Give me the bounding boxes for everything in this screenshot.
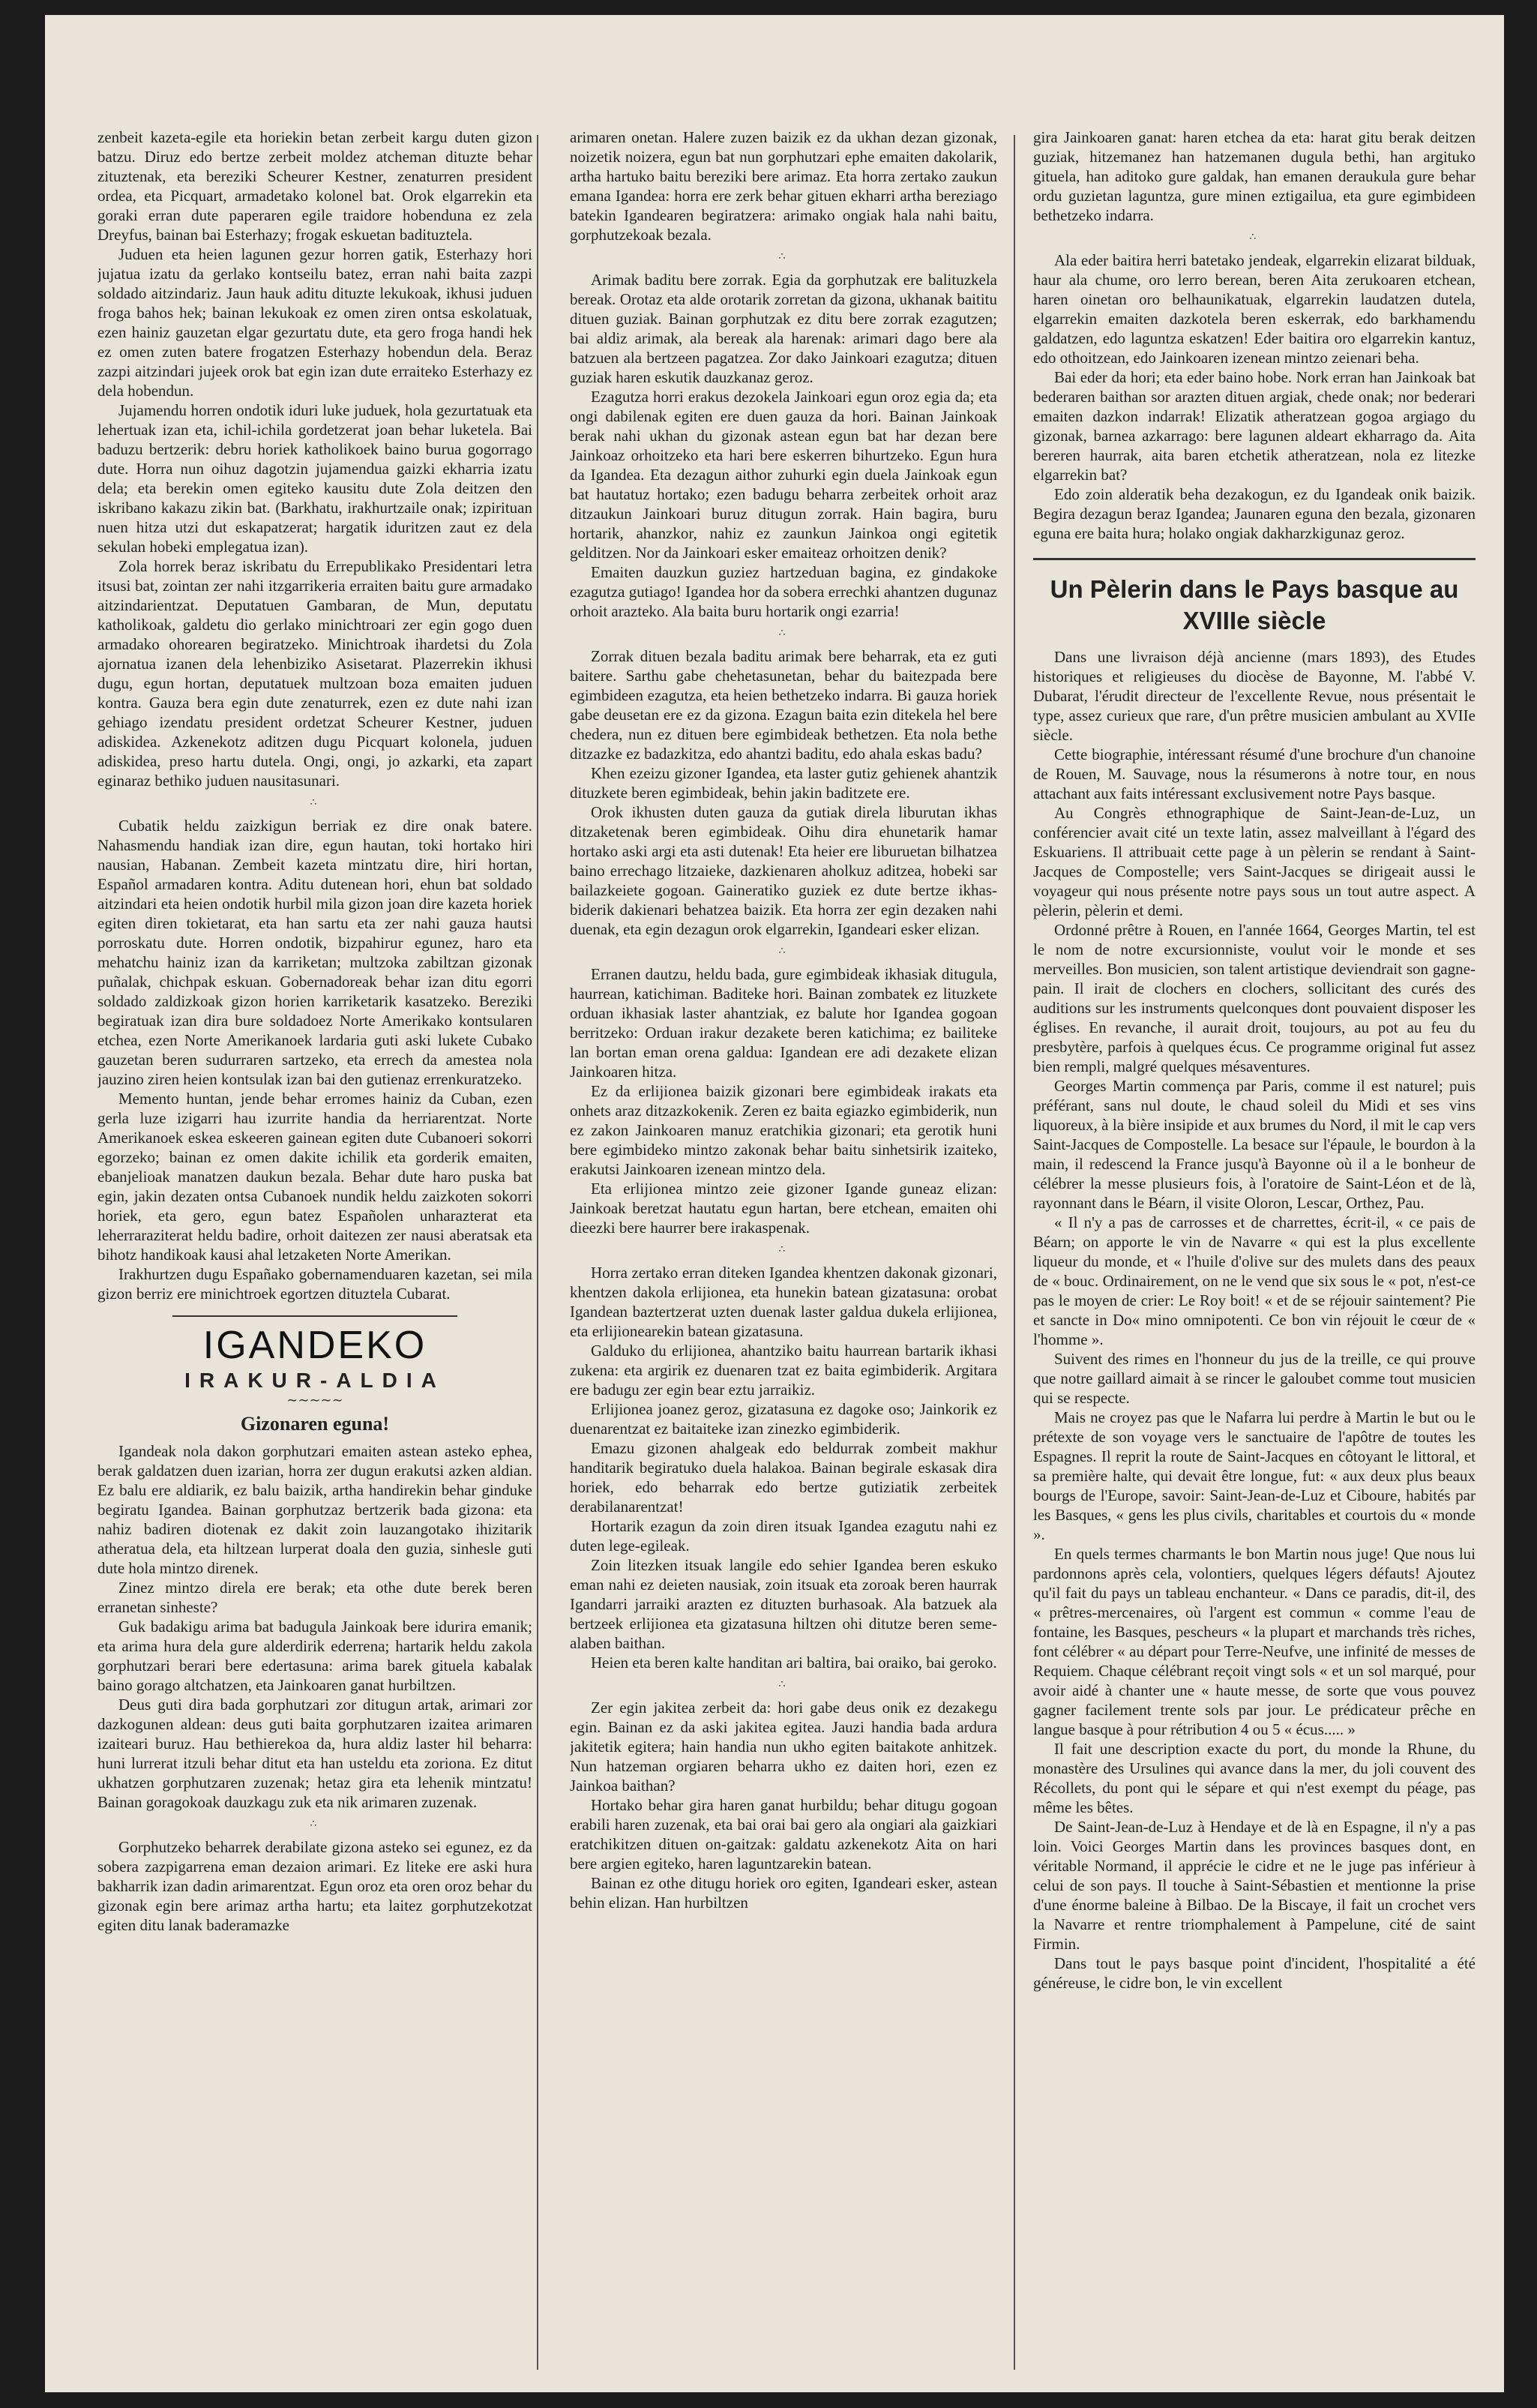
paragraph: Zer egin jakitea zerbeit da: hori gabe deus onik ez dezakegu egin. Bainan ez da aski jakitea egitea. Jauzi handia bada ardura jakitetik egitera; hain handia nun ukho egiten baitakote anhitzek. Nun hatzeman orgiaren beharra ukho ez daiten hori, ezen ez Jainkoa baithan?: [570, 1699, 997, 1795]
paragraph: Guk badakigu arima bat badugula Jainkoak bere idurira emanik; eta arima hura dela gure alderdirik ederrena; hartarik heldu zakola gorphutzari berari bere edertasuna: arima barek gituela kabalak baino gorago altchatzen, eta Jainkoaren ganat hurbiltzen.: [97, 1618, 532, 1694]
separator-asterisms: ∴: [778, 1679, 789, 1690]
paragraph: Zola horrek beraz iskribatu du Errepublikako Presidentari letra itsusi bat, zointan zer nahi itzgarrikeria erraiten baitu gure armadako aitzindarientzat. Deputatuen Gambaran, de Mun, deputatu katholikoak, galdetu dio gerlako minichtroari zer egin gogo duen armadako ohorearen begiratzeko. Minichtroak ihardetsi du Zola ajornatua izanen dela lehenbiziko Asisetarat. Plazerrekin ikhusi dugu, egun hortan, deputatuek multzoan boza emaiten juduen kontra. Gauza bera egin dute zenaturrek, ezen ez dute nahi izan gehiago izendatu president ordetzat Scheurer Kestner, juduen adiskidea. Azkenekotz aditzen dugu Picquart kolonela, juduen adiskidea, preso hartu dutela. Ongi, ongi, jo azkarki, eta zapart eginaraz bethiko juduen nausitasunari.: [97, 557, 532, 790]
paragraph: Horra zertako erran diteken Igandea khentzen dakonak gizonari, khentzen dakola erlijionea, eta hunekin batean gizatasuna: orobat Igandean baztertzerat uzten duenak laster galdua dukela erlijionea, eta erlijionearekin batean gizatasuna.: [570, 1264, 997, 1340]
paragraph: Zorrak dituen bezala baditu arimak bere beharrak, eta ez guti baitere. Sarthu gabe chehetasunetan, behar du baitezpada bere egimbideen ezagutza, eta heien bethetzeko indarra. Bi gauza horiek gabe deusetan ere ez da gizona. Ezagun baita ezin ditekela hel bere chedera, nun ez dituen bere egimbideak bethetzen. Eta nola bethe ditzazke ez badazkitza, edo ahantzi baditu, edo ahala eskas badu?: [570, 647, 997, 763]
paragraph: Gorphutzeko beharrek derabilate gizona asteko sei egunez, ez da sobera zazpigarrena eman dezaion arimari. Ez liteke ere aski hura bakharrik izan dadin arimarentzat. Egun oroz eta oren oroz behar du gizonak egin bere arimaz artha hartu; eta laitez gorphutzekotzat egiten ditu lanak baderamazke: [97, 1838, 532, 1934]
column-rule: [537, 135, 538, 2370]
paragraph: Khen ezeizu gizoner Igandea, eta laster gutiz gehienek ahantzik dituzkete beren egimbideak, behin jakin baditzete ere.: [570, 764, 997, 802]
paragraph: Dans une livraison déjà ancienne (mars 1893), des Etudes historiques et religieuses du diocèse de Bayonne, M. l'abbé V. Dubarat, l'érudit directeur de l'excellente Revue, nous présentait le type, assez curieux que rare, d'un prêtre musicien ambulant au XVIIe siècle.: [1033, 648, 1476, 744]
paragraph: Zoin litezken itsuak langile edo sehier Igandea beren eskuko eman nahi ez deieten nausiak, zoin itsuak eta zoroak beren haurrak Igandarri jarraiki arazten ez dituzten burhasoak. Ala batzuek ala bertzeek erlijionea eta gizatasuna hiltzen ohi ditutze beren seme-alaben baithan.: [570, 1556, 997, 1652]
paragraph: Edo zoin alderatik beha dezakogun, ez du Igandeak onik baizik. Begira dezagun beraz Igandea; Jaunaren eguna den bezala, gizonaren eguna ere baita hura; holako ongiak dakharzkigunaz geroz.: [1033, 485, 1476, 542]
column-1: [97, 127, 532, 2370]
paragraph: Ala eder baitira herri batetako jendeak, elgarrekin elizarat bilduak, haur ala chume, oro lerro berean, beren Aita zerukoaren etchean, haren oinetan oro belhaunikatuak, elgarrekin laudatzen dutela, elgarrekin emaiten dazkotela beren eskerrak, edo barkhamendu galdatzen, edo laguntza eskatzen! Eder baitira oro elgarrekin kantuz, edo othoitzean, edo Jainkoaren izenean mintzo zeienari beha.: [1033, 251, 1476, 367]
paragraph: Deus guti dira bada gorphutzari zor ditugun artak, arimari zor dazkogunen aldean: deus guti baita gorphutzaren izaitea arimaren izaiteari buruz. Hau bethierekoa da, hura aldiz laster hil beharra: huni lurrerat itzuli behar ditut eta han usteldu eta zoriona. Ez ditut ukhatzen gorphutzaren zuzenak; hetaz gira eta lehenik mintzatu! Bainan goragokoak dauzkagu zuk eta nik arimaren zuzenak.: [97, 1696, 532, 1811]
section-masthead: [97, 1315, 532, 1437]
paragraph: Zinez mintzo direla ere berak; eta othe dute berek beren erranetan sinheste?: [97, 1579, 532, 1616]
paragraph: Mais ne croyez pas que le Nafarra lui perdre à Martin le but ou le prétexte de son voyage vers le sanctuaire de l'apôtre de toutes les Espagnes. Il reprit la route de Saint-Jacques en côtoyant le littoral, et sa première halte, qui devait être longue, fut: « aux deux plus beaux bourgs de l'Europe, savoir: Saint-Jean-de-Luz et Ciboure, habités par les Basques, « gens les plus civils, charitables et courtois du « monde ».: [1033, 1408, 1476, 1543]
masthead-title: IGANDEKO: [202, 1324, 427, 1367]
ornament-icon: ∼∼∼∼∼: [286, 1393, 343, 1408]
paragraph: Dans tout le pays basque point d'incident, l'hospitalité a été généreuse, le cidre bon, le vin excellent: [1033, 1954, 1476, 1992]
paragraph: Suivent des rimes en l'honneur du jus de la treille, ce qui prouve que notre gaillard aimait à se rincer le galoubet comme tout musicien qui se respecte.: [1033, 1350, 1476, 1407]
paragraph: Memento huntan, jende behar erromes hainiz da Cuban, ezen gerla luze izigarri hau izurrite handia da herriarentzat. Norte Amerikanoek eskea eskeeren gainean egiten dute Cubanoeri sokorri egorzeko; bainan ez omen dakite ichilik eta gorderik emaiten, ebanjelioak manatzen daukun bezala. Behar dute haro puska bat egin, jakin dezaten ontsa Cubanoek nundik heldu zaizkoten sokorri horiek, eta gero, egun batez Españolen unharazterat eta leherraraziterat heldu badire, orhoit daitezen zer nausi aberatsak eta bihotz handikoak kausi ahal letzaketen Norte Amerikan.: [97, 1090, 532, 1264]
paragraph: zenbeit kazeta-egile eta horiekin betan zerbeit kargu duten gizon batzu. Diruz edo bertze zerbeit moldez atcheman dituzte behar zituztenak, eta bereziki Scheurer Kestner, zenaturren president ordea, eta Picquart, armadetako kolonel bat. Orok elgarrekin eta goraki erran dute paperaren egile traidore hobenduna ez zela Dreyfus, bainan bai Esterhazy; frogak eskuetan badituztela.: [97, 128, 532, 244]
paragraph: Bai eder da hori; eta eder baino hobe. Nork erran han Jainkoak bat bederaren baithan sor arazten dituen argiak, chede onak; nor bederari emaiten dazkon indarrak! Elizatik atheratzean gogoa argiago du gizonak, barnea azkarrago: bere lagunen aldeart ekharrago da. Aita bereren haurrak, aita baren etchetik atheratzean, nola ez litezke elgarrekin bat?: [1033, 368, 1476, 484]
paragraph: Orok ikhusten duten gauza da gutiak direla liburutan ikhas ditzaketenak beren egimbideak. Oihu dira ehunetarik hamar hortako aski argi eta asti dutenak! Eta heier ere liburuetan bilhatzea baino errechago litzaieke, dazkienaren aholkuz aditzea, hobeki sar bailazkeiete gogoan. Gaineratiko guziek ez dute bertze ikhas-biderik dakienari behatzea baizik. Eta horra zer egin dezaken nahi duenak, eta egin dezagun orok elgarrekin, Igandeari esker elizan.: [570, 803, 997, 938]
paragraph: Juduen eta heien lagunen gezur horren gatik, Esterhazy hori jujatua izatu da gerlako kontseilu batez, erran nahi baita zazpi soldado aitzindariz. Jaun hauk aditu dituzte lekukoak, ikhusi juduen froga bahos hek; bainan lekukoak ez omen ziren ontsa eskolatuak, ezen hainiz gauzetan elgar gezurtatu dute, eta gero froga handi hek ez omen zuten batere frogatzen Esterhazy hobendun dela. Beraz zazpi aitzindari jujeek orok bat egin izan dute erraiteko Esterhazy ez dela hobendun.: [97, 245, 532, 400]
column-rule: [1014, 135, 1015, 2370]
separator-asterisms: ∴: [778, 251, 789, 262]
paragraph: En quels termes charmants le bon Martin nous juge! Que nous lui pardonnons après cela, volontiers, quelques légers défauts! Ajoutez qu'il fait du pays un tableau enchanteur. « Dans ce paradis, dit-il, des « prêtres-mercenaires, où l'argent est commun « comme l'eau de fontaine, les Basques, pescheurs « la plupart et marchands très riches, font célébrer « au départ pour Terre-Neufve, une infinité de messes de Requiem. Chaque célébrant reçoit vingt sols « et un sol marqué, pour avoir aidé à chanter une « haute messe, de sorte que vous pouvez gagner facilement trente sols par jour. Le prédicateur prêche en langue basque à pour rétribution 4 ou 5 « écus..... »: [1033, 1545, 1476, 1738]
separator-asterisms: ∴: [310, 797, 320, 808]
paragraph: Arimak baditu bere zorrak. Egia da gorphutzak ere balituzkela bereak. Orotaz eta alde orotarik zorretan da gizona, ukhanak baititu dituen guziak. Bainan gorphutzak ez ditu bere zorrak ezagutzen; bai aldiz arimak, ala bereak ala harenak: arimari dago bere ala batzuen ala bertzeen pagatzea. Zor dako Jainkoari ezagutza; dituen guziak haren eskutik dauzkanaz geroz.: [570, 271, 997, 386]
paragraph: Heien eta beren kalte handitan ari baltira, bai oraiko, bai geroko.: [591, 1654, 997, 1672]
paragraph: Igandeak nola dakon gorphutzari emaiten astean asteko ephea, berak galdatzen duen izarian, horra zer dugun erakutsi azken aldian. Ez balu ere aldiarik, ez balu baizik, artha handirekin behar ginduke begiratu Igandea. Bainan gorphutzaz bertzerik bada gizona: eta nahiz badiren diotenak ez dakit zoin lauzangotako ihizitarik atheratua dela, eta hiltzean lurperat doala den guzia, sinhesle guti dute hola mintzo direnek.: [97, 1442, 532, 1577]
separator-asterisms: ∴: [778, 628, 789, 639]
masthead-subtitle: IRAKUR-ALDIA: [184, 1369, 445, 1392]
paragraph: Emazu gizonen ahalgeak edo beldurrak zombeit makhur handitarik begiratuko duela halakoa. Bainan begirale eskasak dira horiek, edo beharrak edo bertze gutiziatik zerbeitek derabilanarentzat!: [570, 1439, 997, 1516]
paragraph: Erlijionea joanez geroz, gizatasuna ez dagoke oso; Jainkorik ez duenarentzat ez baitaiteke izan zinezko egimbiderik.: [570, 1400, 997, 1438]
paragraph: Bainan ez othe ditugu horiek oro egiten, Igandeari esker, astean behin elizan. Han hurbiltzen: [570, 1874, 997, 1912]
paragraph: Eta erlijionea mintzo zeie gizoner Igande guneaz elizan: Jainkoak beretzat hautatu egun hartan, bere etchean, emaiten ohi dieezki bere haurrer bere irakaspenak.: [570, 1180, 997, 1237]
paragraph: De Saint-Jean-de-Luz à Hendaye et de là en Espagne, il n'y a pas loin. Voici Georges Martin dans les provinces basques dont, en véritable Normand, il apprécie le cidre et ne le juge pas inférieur à celui de son pays. Il touche à Saint-Sébastien et mentionne la prise d'une énorme baleine à Bilbao. De la Biscaye, il fait un crochet vers la Navarre et rentre triomphalement à Pampelune, cité de saint Firmin.: [1033, 1818, 1476, 1953]
paragraph: Cubatik heldu zaizkigun berriak ez dire onak batere. Nahasmendu handiak izan dire, egun hautan, toki hortako hiri nausian, Habanan. Zembeit kazeta mintzatu dire, hiri hortan, Español armadaren kontra. Aditu dutenean hori, ehun bat soldado aitzindari eta heien ondotik hurbil mila gizon joan dire kazeta horiek egiten diren tokietarat, eta han sartu eta zer nahi gauza hautsi porroskatu dute. Horren ondotik, bizpahirur egunez, haro eta mehatchu hainiz izan da karriketan; multzoka zabiltzan gizonak puñalak, chichpak eskuan. Gobernadoreak behar izan ditu egorri soldado zaldizkoak gizon horien karriketarik kasatzeko. Bereziki begiratuak izan dira bure soldadoez Norte Amerikako kontsularen etchea, ezen Norte Amerikanoek lardaria guti aski lukete Cubako gauzetan beren sudurraren sartzeko, eta errech da amestea nola jauzino ziren heien kontsulak izan bai den gutienaz errenkuratzeko.: [97, 817, 532, 1088]
paragraph: arimaren onetan. Halere zuzen baizik ez da ukhan dezan gizonak, noizetik noizera, egun bat nun gorphutzari ephe emaiten dakolarik, artha hartuko baitu bereziki bere arimaz. Eta horra zertako zaukun emana Igandea: horra ere zerk behar gituen ekharri artha bereziago batekin Igandearen begiratzera: arimako ongiak hala nahi baitu, gorphutzekoak bezala.: [570, 128, 997, 244]
paragraph: Ordonné prêtre à Rouen, en l'année 1664, Georges Martin, tel est le nom de notre excursionniste, voulut voir le monde et ses merveilles. Bon musicien, son talent artistique deviendrait son gagne-pain. Il irait de clochers en clochers, sollicitant des curés des auditions sur les instruments quelconques dont pouvaient disposer les églises. En revanche, il aurait droit, toujours, au pot au feu du presbytère, parfois à quelques écus. Ce programme original fut assez bien rempli, malgré quelques mésaventures.: [1033, 921, 1476, 1075]
paragraph: gira Jainkoaren ganat: haren etchea da eta: harat gitu berak deitzen guziak, hitzemanez han hatzemanen dugula bethi, han argituko gituela, han aditoko gure galdak, han emanen deraukula gure behar ordu guzietan laguntza, gure minen eztigailua, eta gure egimbideen bethetzeko indarra.: [1033, 128, 1476, 224]
paragraph: Ez da erlijionea baizik gizonari bere egimbideak irakats eta onhets araz ditzazkokenik. Zeren ez baita egiazko egimbiderik, nun ez zakon Jainkoaren manuz eratchikia gizonari; eta gerotik huni bere egimbideko mintzo zakonak behar baitu sinhetsirik izaiteko, erakutsi Jainkoaren izenean mintzo dela.: [570, 1082, 997, 1178]
paragraph: Erranen dautzu, heldu bada, gure egimbideak ikhasiak ditugula, haurrean, katichiman. Baditeke hori. Bainan zombatek ez lituzkete orduan ikhasiak laster ahantziak, ez balute hor Igandea gogoan berritzeko: Orduan irakur dezakete beren katichima; ez bailiteke lan bortan eman orena galdua: Igandean ere adi dezakete elizan Jainkoaren hitza.: [570, 965, 997, 1081]
paragraph: Il fait une description exacte du port, du monde la Rhune, du monastère des Ursulines qui avance dans la mer, du joli couvent des Récollets, du pont qui le sépare et qui n'est exempt du péage, pas même les bêtes.: [1033, 1740, 1476, 1816]
paragraph: Emaiten dauzkun guziez hartzeduan bagina, ez gindakoke ezagutza gutiago! Igandea hor da sobera errechki ahantzen dugunaz orhoit arazteko. Ala baita buru hortarik ongi ezarria!: [570, 563, 997, 620]
paragraph: Au Congrès ethnographique de Saint-Jean-de-Luz, un conférencier avait cité un texte latin, assez malveillant à l'égard des Eskuariens. Il attribuait cette page à un pèlerin se rendant à Saint-Jacques de Compostelle; vers Saint-Jacques se dirigeait aussi le voyageur qui nous présente notre pays sous un tout autre aspect. A pèlerin, pèlerin et demi.: [1033, 804, 1476, 919]
paragraph: Hortarik ezagun da zoin diren itsuak Igandea ezagutu nahi ez duten lege-egileak.: [570, 1517, 997, 1555]
separator-asterisms: ∴: [1249, 232, 1260, 243]
rule-line: [172, 1315, 457, 1317]
paragraph: Georges Martin commença par Paris, comme il est naturel; puis préférant, sans nul doute, le chaud soleil du Midi et ses vins liquoreux, à la bière insipide et aux brumes du Nord, il mit le cap vers Saint-Jacques de Compostelle. La besace sur l'épaule, le bourdon à la main, il redescend la France jusqu'à Bayonne où il a le bonheur de célébrer la messe plusieurs fois, à l'oratoire de Saint-Léon et de là, rayonnant dans le Béarn, il visite Oloron, Lescar, Orthez, Pau.: [1033, 1077, 1476, 1212]
paragraph: Irakhurtzen dugu Españako gobernamenduaren kazetan, sei mila gizon berriz ere minichtroek egortzen dituztela Cubarat.: [97, 1265, 532, 1303]
column-2: [570, 127, 997, 2370]
paragraph: Cette biographie, intéressant résumé d'une brochure d'un chanoine de Rouen, M. Sauvage, nous la résumerons à notre tour, en nous attachant aux faits intéressant exclusivement notre Pays basque.: [1033, 745, 1476, 802]
separator-asterisms: ∴: [310, 1819, 320, 1830]
paragraph: Jujamendu horren ondotik iduri luke juduek, hola gezurtatuak eta lehertuak izan eta, ichil-ichila gordetzerat joan behar luketela. Bai baduzu bertzerik: debru horiek katholikoek baino burua gogorrago dute. Horra nun oihuz dagotzin jujamendua gaizki ekharria izatu dela; eta berekin omen egiteko kausitu dute Zola deitzen den iskribano kakazu zikin bat. (Barkhatu, irakhurtzaile onak; izpirituan nuen hitza utzi dut eskapatzerat; hargatik iduritzen zaut ez dela sekulan hobeki emplegatua izan).: [97, 401, 532, 556]
paragraph: Hortako behar gira haren ganat hurbildu; behar ditugu gogoan erabili haren zuzenak, eta bai orai bai gero ala ongiari ala gaizkiari eratchikitzen dituen on-gaitzak: galdatu azkenekotz Aita on hari bere argien egiteko, haren laguntzarekin batean.: [570, 1796, 997, 1873]
paragraph: « Il n'y a pas de carrosses et de charrettes, écrit-il, « ce pais de Béarn; on apporte le vin de Navarre « qui est la plus excellente liqueur du monde, et « l'huile d'olive sur des mulets dans des peaux de « bouc. Ordinairement, on ne le vend que six sous le « pot, n'est-ce pas le moyen de crier: Le Roy boit! « et de se réjouir saintement? Pie et sancte in Do« mino omnipotenti. Ce bon vin réjouit le cœur de « l'homme ».: [1033, 1213, 1476, 1348]
section-title: Gizonaren eguna!: [240, 1413, 390, 1435]
separator-asterisms: ∴: [778, 1244, 789, 1255]
article-title: Un Pèlerin dans le Pays basque au XVIIIe siècle: [1033, 558, 1476, 637]
column-3: [1033, 127, 1476, 2370]
paragraph: Ezagutza horri erakus dezokela Jainkoari egun oroz egia da; eta ongi dabilenak egiten ere duen gauza da hori. Bainan Jainkoak berak nahi ukhan du gizonak astean egun bat har dezan bere Jainkoaz orhoitzeko eta hari bere eskerren bihurtzeko. Egun hura da Igandea. Eta dezagun aithor zuhurki egin duela Jainkoak egun bat hautatuz hortako; ezen badugu beharra zerbeitek orhoit araz ditzaukun Jainkoari buruz ditugun zorrak. Hain bagira, buru hortarik, ahanzkor, nahiz ez zaunkun Jainkoa ongi egitetik gelditzen. Nor da Jainkoari esker emaiteaz orhoitzen denik?: [570, 388, 997, 562]
newspaper-page: [45, 15, 1504, 2392]
paragraph: Galduko du erlijionea, ahantziko baitu haurrean bartarik ikhasi zukena: eta argirik ez duenaren tzat ez baita egimbiderik. Argitara ere badugu zer egin bear eztu jarraikiz.: [570, 1342, 997, 1399]
separator-asterisms: ∴: [778, 946, 789, 957]
